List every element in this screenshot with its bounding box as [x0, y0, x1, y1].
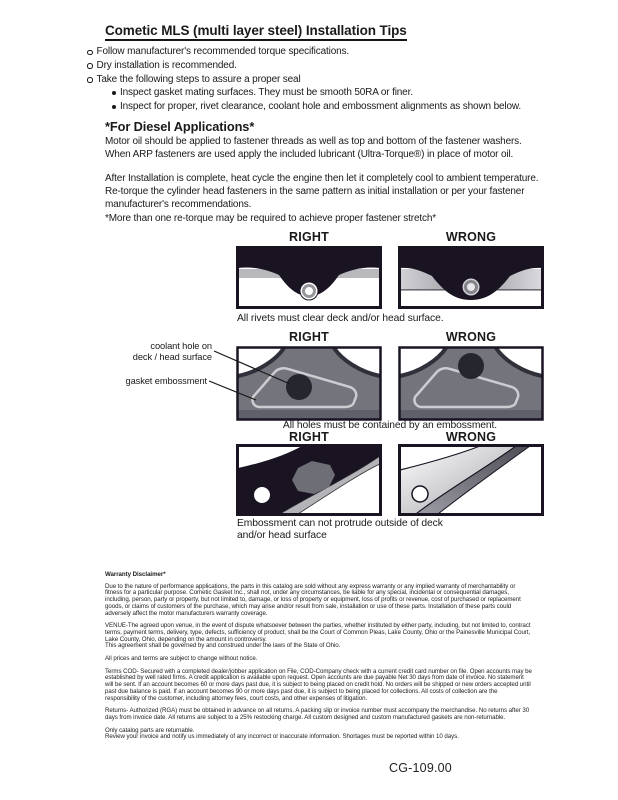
- diesel-paragraph-1: Motor oil should be applied to fastener threads as well as top and bottom of the fastener washers. When ARP fasteners are used apply the included lubricant (Ultra-Torque®) in place of motor oil.: [105, 136, 522, 161]
- page-title-wrap: [105, 22, 407, 41]
- open-bullet-icon: [87, 50, 93, 56]
- coolant-hole: [286, 374, 312, 400]
- returns-paragraph: Returns- Authorized (RGA) must be obtained in advance on all returns. A packing slip or invoice number must accompany the merchandise. No returns after 30 days from invoice date. All returns are subject to a 25% restocking charge. All custom designed and custom manufactured gaskets are non-returnable.: [105, 707, 530, 721]
- bullet-text: Take the following steps to assure a proper seal: [96, 73, 301, 85]
- figure2-wrong-label: WRONG: [445, 330, 497, 344]
- figure2-wrong-diagram: [398, 346, 544, 421]
- callout-line: coolant hole on: [150, 341, 212, 351]
- warranty-paragraph: Due to the nature of performance applications, the parts in this catalog are sold without any express warranty or any implied warranty of merchantability or fitness for a particular purpose. Cometic Gasket Inc., shall not, under any circumstances, be liable for any special, incidental or consequential damages, including, person, party or property, but not limited to, damage, or loss of property or equipment, loss of profits or revenue, cost of purchased or replacement goods, or claims of customers of the purchase, which may arise and/or result from sale, installation or use of these parts. Installation of these parts could adversely affect the motor manufacturers warranty coverage.: [105, 582, 521, 617]
- figure3-wrong-label: WRONG: [445, 430, 497, 444]
- callout-line: deck / head surface: [132, 351, 212, 362]
- caption-line: and/or head surface: [237, 529, 327, 541]
- figure1-right-diagram: [236, 246, 382, 309]
- filled-bullet-icon: [112, 105, 116, 109]
- bullet-text: Dry installation is recommended.: [96, 59, 237, 71]
- open-bullet-icon: [87, 63, 93, 69]
- tips-bullet-list: [87, 45, 547, 114]
- diesel-paragraph-2: After Installation is complete, heat cycle the engine then let it completely cool to ambient temperature. Re-torque the cylinder head fasteners in the same pattern as initial installation or per your fastener manufacturer's recommendations.: [105, 173, 539, 211]
- figure3-right-label: RIGHT: [289, 430, 329, 444]
- sub-bullet-text: Inspect for proper, rivet clearance, coolant hole and embossment alignments as shown below.: [120, 101, 522, 113]
- rivet-inner: [466, 282, 477, 293]
- bottom-strip: [400, 410, 542, 419]
- bottom-strip: [238, 410, 380, 419]
- legal-section: [105, 572, 533, 741]
- sub-bullet-text: Inspect gasket mating surfaces. They must be smooth 50RA or finer.: [120, 87, 413, 99]
- warranty-disclaimer-heading: Warranty Disclaimer*: [105, 571, 166, 578]
- only-catalog-line: Only catalog parts are returnable.: [105, 726, 195, 734]
- bullet-item: [87, 45, 547, 59]
- figure1-wrong-label: WRONG: [445, 230, 497, 244]
- retorque-note: *More than one re-torque may be required to achieve proper fastener stretch*: [105, 213, 437, 224]
- coolant-hole-callout: [110, 341, 212, 362]
- figure3-right-diagram: [236, 444, 382, 516]
- figure2-right-label: RIGHT: [289, 330, 329, 344]
- venue-paragraph: VENUE-The agreed upon venue, in the event of dispute whatsoever between the parties, whether instituted by either party, including, but not limited to, contract terms, payment terms, delivery, type, defects, sufficiency of product, shall be the Court of Common Pleas, Lake County, Ohio or the Painesville Municipal Court, Lake County, Ohio, depending on the amount in controversy.: [105, 622, 531, 643]
- page-code: CG-109.00: [389, 761, 452, 775]
- figure3-caption: [237, 518, 547, 541]
- bolt-hole: [412, 486, 428, 502]
- figure2-group: [110, 330, 544, 434]
- agreement-line: This agreement shall be governed by and construed under the laws of the State of Ohio.: [105, 642, 341, 650]
- review-invoice-line: Review your invoice and notify us immediately of any incorrect or inaccurate information. Shortages must be reported within 10 days.: [105, 733, 459, 741]
- page-title: Cometic MLS (multi layer steel) Installation Tips: [105, 23, 407, 41]
- rivet-inner: [304, 286, 315, 297]
- diesel-heading: *For Diesel Applications*: [105, 119, 255, 134]
- terms-cod-paragraph: Terms COD- Secured with a completed dealer/jobber application on File, COD-Company check with a current credit card number on file. Open accounts may be established by well rated firms. A credit application is available upon request. Open accounts are due payable Net 30 days from date of invoice. No statement will be sent. If an account becomes 60 or more days past due, it is subject to being placed on credit hold. No orders will be shipped or new orders accepted until past due balance is paid. If an account becomes 90 or more days past due, it is subject to being placed for collections. All costs of collection are the responsibility of the customer, including attorney fees, court costs, and other expenses of litigation.: [105, 667, 532, 702]
- sub-bullet-item: [112, 100, 547, 114]
- sub-bullet-item: [112, 86, 547, 100]
- coolant-hole: [458, 353, 484, 379]
- figure2-right-diagram: [236, 346, 382, 421]
- filled-bullet-icon: [112, 91, 116, 95]
- bullet-item: [87, 73, 547, 87]
- figure2-caption: All holes must be contained by an embossment.: [282, 420, 498, 431]
- gasket-embossment-callout: gasket embossment: [125, 376, 207, 386]
- bolt-hole: [254, 487, 270, 503]
- bullet-text: Follow manufacturer's recommended torque specifications.: [96, 46, 350, 57]
- caption-line: Embossment can not protrude outside of deck: [237, 518, 443, 529]
- open-bullet-icon: [87, 77, 93, 83]
- bullet-item: [87, 59, 547, 73]
- figure3-wrong-diagram: [398, 444, 544, 516]
- figure1-wrong-diagram: [398, 246, 544, 309]
- figure1-right-label: RIGHT: [289, 230, 329, 244]
- prices-line: All prices and terms are subject to change without notice.: [105, 655, 258, 663]
- figure1-caption: All rivets must clear deck and/or head surface.: [237, 313, 444, 324]
